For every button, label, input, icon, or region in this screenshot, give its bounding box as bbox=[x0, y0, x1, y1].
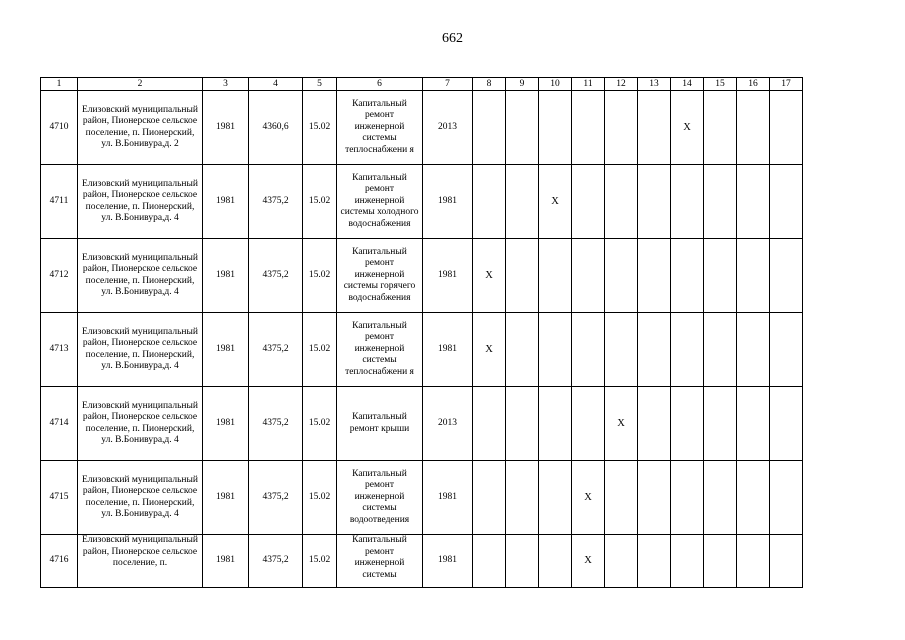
table-row bbox=[41, 165, 803, 239]
mark-cell bbox=[473, 387, 506, 461]
row-id: 4712 bbox=[41, 239, 78, 313]
column-header: 8 bbox=[473, 78, 506, 91]
mark-cell bbox=[638, 91, 671, 165]
column-header: 7 bbox=[423, 78, 473, 91]
mark-cell bbox=[704, 313, 737, 387]
header-row bbox=[41, 78, 803, 91]
mark-cell: X bbox=[572, 535, 605, 588]
mark-cell bbox=[737, 387, 770, 461]
column-header: 10 bbox=[539, 78, 572, 91]
work-type-cell: Капитальный ремонт инженерной системы bbox=[337, 535, 423, 588]
row-id: 4716 bbox=[41, 535, 78, 588]
work-type-cell: Капитальный ремонт инженерной системы холодного водоснабжения bbox=[337, 165, 423, 239]
code-cell: 15.02 bbox=[303, 313, 337, 387]
mark-cell bbox=[572, 387, 605, 461]
table-row bbox=[41, 313, 803, 387]
mark-cell bbox=[704, 165, 737, 239]
column-header: 13 bbox=[638, 78, 671, 91]
table-row bbox=[41, 461, 803, 535]
mark-cell bbox=[539, 91, 572, 165]
mark-cell bbox=[770, 165, 803, 239]
mark-cell: X bbox=[539, 165, 572, 239]
column-header: 2 bbox=[78, 78, 203, 91]
address-cell: Елизовский муниципальный район, Пионерское сельское поселение, п. Пионерский, ул. В.Бонивура,д. 2 bbox=[78, 91, 203, 165]
mark-cell bbox=[737, 313, 770, 387]
mark-cell bbox=[671, 165, 704, 239]
mark-cell bbox=[572, 313, 605, 387]
plan-year-cell: 1981 bbox=[423, 165, 473, 239]
year-cell: 1981 bbox=[203, 313, 249, 387]
mark-cell bbox=[770, 535, 803, 588]
mark-cell bbox=[572, 165, 605, 239]
mark-cell bbox=[539, 387, 572, 461]
mark-cell bbox=[770, 461, 803, 535]
column-header: 9 bbox=[506, 78, 539, 91]
plan-year-cell: 1981 bbox=[423, 461, 473, 535]
mark-cell bbox=[605, 91, 638, 165]
mark-cell: X bbox=[473, 239, 506, 313]
mark-cell bbox=[506, 461, 539, 535]
code-cell: 15.02 bbox=[303, 535, 337, 588]
mark-cell bbox=[704, 461, 737, 535]
address-cell: Елизовский муниципальный район, Пионерское сельское поселение, п. Пионерский, ул. В.Бонивура,д. 4 bbox=[78, 387, 203, 461]
code-cell: 15.02 bbox=[303, 239, 337, 313]
column-header: 15 bbox=[704, 78, 737, 91]
mark-cell bbox=[770, 313, 803, 387]
mark-cell bbox=[572, 91, 605, 165]
mark-cell bbox=[605, 313, 638, 387]
plan-year-cell: 1981 bbox=[423, 239, 473, 313]
mark-cell bbox=[605, 165, 638, 239]
mark-cell bbox=[473, 535, 506, 588]
mark-cell bbox=[473, 91, 506, 165]
mark-cell: X bbox=[473, 313, 506, 387]
mark-cell bbox=[506, 387, 539, 461]
work-type-cell: Капитальный ремонт инженерной системы теплоснабжени я bbox=[337, 313, 423, 387]
code-cell: 15.02 bbox=[303, 165, 337, 239]
row-id: 4714 bbox=[41, 387, 78, 461]
work-type-cell: Капитальный ремонт крыши bbox=[337, 387, 423, 461]
code-cell: 15.02 bbox=[303, 387, 337, 461]
mark-cell bbox=[671, 387, 704, 461]
plan-year-cell: 2013 bbox=[423, 91, 473, 165]
column-header: 17 bbox=[770, 78, 803, 91]
table-row bbox=[41, 239, 803, 313]
mark-cell bbox=[638, 535, 671, 588]
work-type-cell: Капитальный ремонт инженерной системы горячего водоснабжения bbox=[337, 239, 423, 313]
mark-cell bbox=[572, 239, 605, 313]
area-cell: 4375,2 bbox=[249, 313, 303, 387]
mark-cell bbox=[506, 535, 539, 588]
repair-table bbox=[40, 77, 803, 588]
mark-cell bbox=[770, 91, 803, 165]
table-row bbox=[41, 91, 803, 165]
area-cell: 4360,6 bbox=[249, 91, 303, 165]
work-type-cell: Капитальный ремонт инженерной системы водоотведения bbox=[337, 461, 423, 535]
address-cell: Елизовский муниципальный район, Пионерское сельское поселение, п. bbox=[78, 535, 203, 588]
code-cell: 15.02 bbox=[303, 461, 337, 535]
column-header: 3 bbox=[203, 78, 249, 91]
page-number: 662 bbox=[442, 31, 463, 46]
table-row bbox=[41, 535, 803, 588]
plan-year-cell: 2013 bbox=[423, 387, 473, 461]
area-cell: 4375,2 bbox=[249, 535, 303, 588]
column-header: 5 bbox=[303, 78, 337, 91]
mark-cell bbox=[704, 91, 737, 165]
mark-cell bbox=[539, 239, 572, 313]
area-cell: 4375,2 bbox=[249, 165, 303, 239]
mark-cell bbox=[671, 239, 704, 313]
mark-cell bbox=[605, 535, 638, 588]
mark-cell bbox=[506, 165, 539, 239]
mark-cell bbox=[704, 535, 737, 588]
area-cell: 4375,2 bbox=[249, 387, 303, 461]
column-header: 12 bbox=[605, 78, 638, 91]
mark-cell: X bbox=[572, 461, 605, 535]
mark-cell bbox=[473, 461, 506, 535]
address-cell: Елизовский муниципальный район, Пионерское сельское поселение, п. Пионерский, ул. В.Бонивура,д. 4 bbox=[78, 461, 203, 535]
area-cell: 4375,2 bbox=[249, 461, 303, 535]
address-cell: Елизовский муниципальный район, Пионерское сельское поселение, п. Пионерский, ул. В.Бонивура,д. 4 bbox=[78, 239, 203, 313]
mark-cell bbox=[605, 239, 638, 313]
year-cell: 1981 bbox=[203, 91, 249, 165]
mark-cell bbox=[506, 91, 539, 165]
mark-cell bbox=[770, 239, 803, 313]
code-cell: 15.02 bbox=[303, 91, 337, 165]
mark-cell bbox=[539, 313, 572, 387]
mark-cell bbox=[638, 387, 671, 461]
mark-cell bbox=[737, 461, 770, 535]
year-cell: 1981 bbox=[203, 535, 249, 588]
mark-cell bbox=[671, 461, 704, 535]
mark-cell bbox=[737, 165, 770, 239]
mark-cell bbox=[737, 91, 770, 165]
column-header: 4 bbox=[249, 78, 303, 91]
address-cell: Елизовский муниципальный район, Пионерское сельское поселение, п. Пионерский, ул. В.Бонивура,д. 4 bbox=[78, 313, 203, 387]
mark-cell bbox=[671, 535, 704, 588]
year-cell: 1981 bbox=[203, 387, 249, 461]
mark-cell bbox=[638, 165, 671, 239]
row-id: 4710 bbox=[41, 91, 78, 165]
row-id: 4713 bbox=[41, 313, 78, 387]
table-row bbox=[41, 387, 803, 461]
mark-cell bbox=[506, 239, 539, 313]
mark-cell bbox=[704, 387, 737, 461]
address-cell: Елизовский муниципальный район, Пионерское сельское поселение, п. Пионерский, ул. В.Бонивура,д. 4 bbox=[78, 165, 203, 239]
column-header: 16 bbox=[737, 78, 770, 91]
plan-year-cell: 1981 bbox=[423, 535, 473, 588]
mark-cell: X bbox=[605, 387, 638, 461]
mark-cell bbox=[473, 165, 506, 239]
mark-cell bbox=[671, 313, 704, 387]
column-header: 14 bbox=[671, 78, 704, 91]
table-body bbox=[41, 78, 803, 588]
mark-cell bbox=[638, 313, 671, 387]
mark-cell: X bbox=[671, 91, 704, 165]
mark-cell bbox=[638, 239, 671, 313]
column-header: 1 bbox=[41, 78, 78, 91]
mark-cell bbox=[770, 387, 803, 461]
mark-cell bbox=[704, 239, 737, 313]
mark-cell bbox=[539, 535, 572, 588]
year-cell: 1981 bbox=[203, 461, 249, 535]
mark-cell bbox=[605, 461, 638, 535]
year-cell: 1981 bbox=[203, 239, 249, 313]
work-type-cell: Капитальный ремонт инженерной системы теплоснабжени я bbox=[337, 91, 423, 165]
column-header: 6 bbox=[337, 78, 423, 91]
mark-cell bbox=[737, 239, 770, 313]
row-id: 4711 bbox=[41, 165, 78, 239]
year-cell: 1981 bbox=[203, 165, 249, 239]
plan-year-cell: 1981 bbox=[423, 313, 473, 387]
area-cell: 4375,2 bbox=[249, 239, 303, 313]
mark-cell bbox=[539, 461, 572, 535]
repair-table-container bbox=[40, 77, 803, 590]
mark-cell bbox=[737, 535, 770, 588]
mark-cell bbox=[638, 461, 671, 535]
row-id: 4715 bbox=[41, 461, 78, 535]
mark-cell bbox=[506, 313, 539, 387]
column-header: 11 bbox=[572, 78, 605, 91]
